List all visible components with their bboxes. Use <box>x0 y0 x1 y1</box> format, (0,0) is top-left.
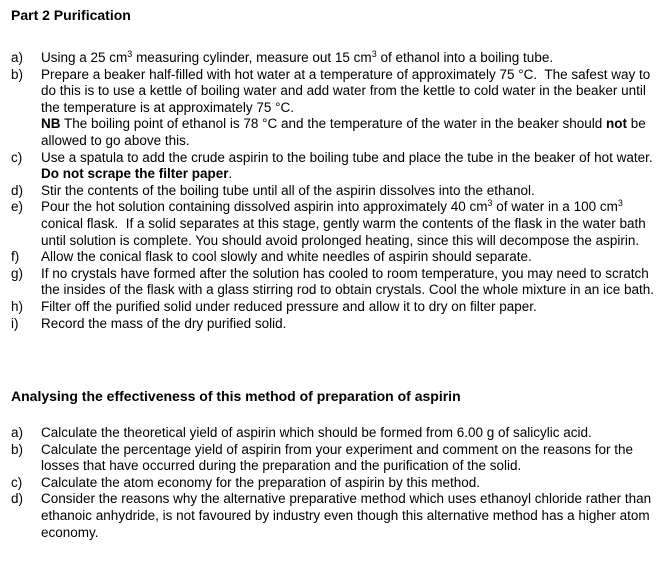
list-item <box>11 442 656 475</box>
item-text: Consider the reasons why the alternative preparative method which uses ethanoyl chloride rather than ethanoic anhydride, is not favoured by industry even though this alternative method has a higher atom economy. <box>41 491 652 540</box>
list-item <box>11 425 656 442</box>
list-item <box>11 249 656 266</box>
item-marker: g) <box>11 265 24 281</box>
item-marker: d) <box>11 491 24 507</box>
item-text: Record the mass of the dry purified solid. <box>41 315 287 331</box>
item-marker: b) <box>11 441 24 457</box>
item-text: Filter off the purified solid under reduced pressure and allow it to dry on filter paper. <box>41 298 537 314</box>
item-marker: c) <box>11 474 23 490</box>
item-text: Calculate the atom economy for the preparation of aspirin by this method. <box>41 474 480 490</box>
item-marker: a) <box>11 50 24 65</box>
list-item <box>11 266 656 299</box>
item-text: Prepare a beaker half-filled with hot water at a temperature of approximately 75 °C. The safest way to do this is to use a kettle of boiling water and add water from the kettle to cold water in the beaker until the temperature is at approximately 75 °C. NB The boiling point of ethanol is 78 °C and the temperature of the water in the beaker should not be allowed to go above this. <box>41 66 651 148</box>
item-text: Allow the conical flask to cool slowly and white needles of aspirin should separate. <box>41 249 532 265</box>
item-marker: h) <box>11 298 24 314</box>
item-marker: d) <box>11 182 24 198</box>
item-text: Stir the contents of the boiling tube until all of the aspirin dissolves into the ethanol. <box>41 182 535 198</box>
item-marker: e) <box>11 199 24 215</box>
item-text: Using a 25 $cm^3$ measuring cylinder, measure out 15 $cm^3$ of ethanol into a boiling tube. <box>41 49 554 65</box>
item-text: Pour the hot solution containing dissolved aspirin into approximately 40 $cm^3$ of water in a 100 $cm^3$ conical flask. If a solid separates at this stage, gently warm the contents of the flask in the water bath until solution is complete. You should avoid prolonged heating, since this will decompose the aspirin. <box>41 198 646 248</box>
list-item <box>11 199 656 249</box>
purification-heading: Part 2 Purification <box>11 7 131 23</box>
item-text: Use a spatula to add the crude aspirin to the boiling tube and place the tube in the beaker of hot water. Do not scrape the filter paper. <box>41 149 653 182</box>
item-marker: i) <box>11 315 19 331</box>
item-marker: a) <box>11 425 24 440</box>
list-item <box>11 475 656 492</box>
list-item <box>11 183 656 200</box>
list-item <box>11 491 656 541</box>
item-text: If no crystals have formed after the solution has cooled to room temperature, you may need to scratch the insides of the flask with a glass stirring rod to obtain crystals. Cool the whole mixture in an ice bath. <box>41 265 655 298</box>
item-marker: b) <box>11 66 24 82</box>
list-item <box>11 67 656 150</box>
item-text: Calculate the percentage yield of aspirin from your experiment and comment on the reasons for the losses that have occurred during the preparation and the purification of the solid. <box>41 441 634 474</box>
item-text: Calculate the theoretical yield of aspirin which should be formed from 6.00 g of salicylic acid. <box>41 425 592 440</box>
list-item <box>11 316 656 333</box>
analysis-heading: Analysing the effectiveness of this method of preparation of aspirin <box>11 388 461 404</box>
item-marker: c) <box>11 149 23 165</box>
list-item <box>11 50 656 67</box>
purification-steps <box>11 50 656 332</box>
item-marker: f) <box>11 249 20 265</box>
list-item <box>11 299 656 316</box>
list-item <box>11 150 656 183</box>
analysis-questions <box>11 425 656 541</box>
